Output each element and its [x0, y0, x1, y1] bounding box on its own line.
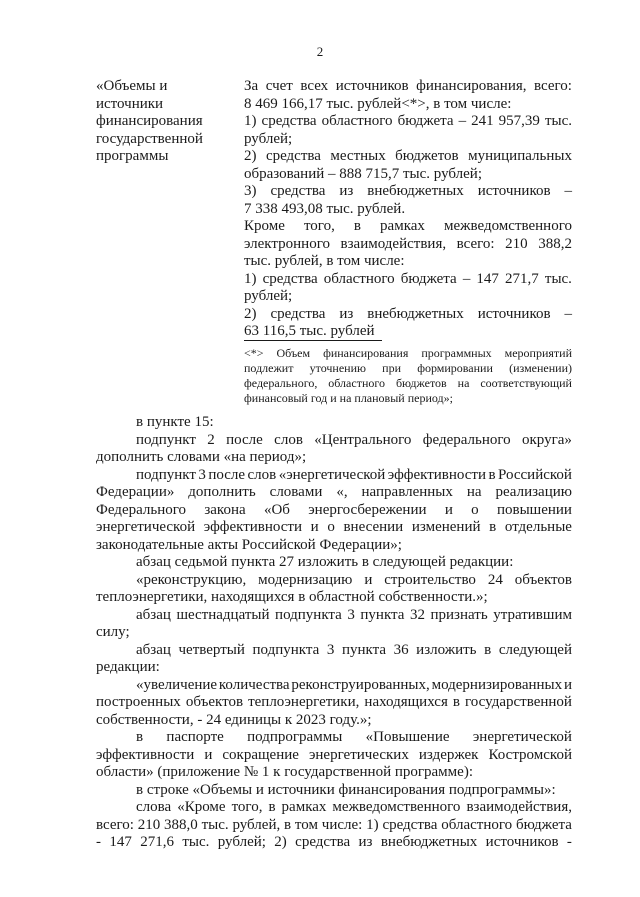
- word: реконструированных,: [291, 676, 430, 693]
- word: повышении: [496, 501, 572, 518]
- paragraph-line: собственности, - 24 единицы к 2023 году.»;: [96, 711, 372, 728]
- word: и: [364, 571, 373, 588]
- paragraph-line: в строке «Объемы и источники финансирования подпрограммы»:: [136, 781, 556, 798]
- word: Кроме: [244, 218, 285, 234]
- word: «энергетической: [278, 466, 386, 483]
- word: после: [226, 431, 263, 448]
- word: 1): [244, 113, 257, 129]
- word: и: [444, 501, 453, 518]
- word: тыс.: [544, 270, 572, 287]
- paragraph-line: [96, 799, 572, 817]
- word: Объем: [276, 346, 311, 360]
- word: программных: [421, 346, 492, 360]
- word: на: [457, 376, 470, 390]
- municipal-budget-line: образований – 888 715,7 тыс. рублей;: [244, 165, 482, 182]
- paragraph-line: [96, 484, 572, 502]
- word: числе:: [321, 816, 363, 833]
- word: изменений: [411, 519, 481, 535]
- paragraph-line: [96, 677, 572, 695]
- word: внесении: [343, 519, 404, 535]
- word: средства: [295, 834, 351, 850]
- word: 388,0: [164, 816, 198, 833]
- word: (изменении): [509, 361, 572, 375]
- paragraph-line: в пункте 15:: [136, 414, 214, 430]
- word: муниципальных: [468, 148, 572, 164]
- word: тыс.: [544, 113, 572, 129]
- paragraph-line: силу;: [96, 624, 130, 640]
- word: сокращение: [222, 746, 299, 763]
- word: реализацию: [495, 484, 572, 500]
- word: 1): [244, 270, 257, 287]
- word: в: [136, 729, 144, 745]
- word: эффективности: [203, 519, 303, 535]
- word: в: [484, 641, 492, 658]
- regional-budget-line: рублей;: [244, 130, 293, 147]
- interagency-line: тыс. рублей, в том числе:: [244, 253, 405, 269]
- word: тыс.: [201, 816, 229, 833]
- word: подлежит: [244, 361, 294, 375]
- footnote-line: [244, 376, 572, 391]
- word: построенных: [96, 694, 181, 710]
- word: объектов: [514, 571, 572, 588]
- word: том: [294, 816, 318, 833]
- word: внебюджетных: [367, 183, 464, 199]
- word: рублей;: [217, 834, 266, 850]
- word: 2): [244, 305, 257, 322]
- word: о: [327, 519, 335, 535]
- total-financing-line: 8 469 166,17 тыс. рублей<*>, в том числе:: [244, 95, 512, 112]
- word: 241: [471, 113, 494, 129]
- word: соответствующий: [480, 376, 572, 390]
- word: бюджета: [397, 113, 454, 129]
- body-text: [96, 414, 572, 852]
- word: того,: [303, 218, 335, 234]
- paragraph-line: абзац седьмой пункта 27 изложить в следующей редакции:: [136, 554, 514, 570]
- word: финансирования,: [416, 78, 527, 94]
- word: «Кроме: [177, 799, 226, 815]
- word: тыс.: [182, 834, 210, 850]
- word: Костромской: [488, 746, 572, 763]
- word: 36: [393, 641, 409, 658]
- word: финансирования: [323, 346, 409, 360]
- word: взаимодействия,: [340, 235, 447, 252]
- word: 32: [409, 606, 425, 623]
- word: после: [208, 466, 246, 483]
- word: на: [466, 484, 482, 500]
- word: направленных: [361, 484, 453, 500]
- word: модернизированных: [431, 676, 563, 693]
- extrabudgetary-line: 7 338 493,08 тыс. рублей.: [244, 200, 406, 217]
- word: закона: [204, 501, 246, 518]
- word: «,: [336, 484, 348, 500]
- word: подпункт: [136, 431, 196, 448]
- word: всего:: [456, 235, 495, 252]
- word: энергосбережении: [308, 501, 427, 518]
- word: бюджетов: [395, 148, 459, 164]
- word: федерального: [422, 431, 511, 448]
- word: 3: [198, 466, 206, 483]
- footnote-line: финансовый год и на плановый период»;: [244, 391, 453, 405]
- word: энергетической: [472, 729, 572, 745]
- word: подпрограммы: [247, 729, 343, 745]
- word: всего:: [96, 816, 134, 833]
- word: изложить: [416, 641, 477, 658]
- regional-budget-line: [244, 113, 572, 131]
- word: энергетических: [308, 746, 409, 763]
- footnote-line: [244, 346, 572, 361]
- word: средства: [262, 270, 318, 287]
- table-left-cell: [96, 78, 226, 166]
- interagency-line: [244, 218, 572, 236]
- word: уточнению: [309, 361, 366, 375]
- left-cell-line: государственной: [96, 130, 203, 147]
- word: объектов: [185, 694, 244, 710]
- left-cell-line: финансирования: [96, 113, 203, 129]
- word: <*>: [244, 346, 264, 360]
- word: слов: [247, 466, 277, 483]
- interagency-line: [244, 236, 572, 254]
- word: шестнадцатый: [176, 606, 270, 623]
- word: источников: [477, 305, 551, 322]
- left-cell-line: программы: [96, 148, 169, 164]
- paragraph-line: [96, 729, 572, 747]
- word: –: [462, 270, 471, 287]
- word: 271,7: [505, 270, 539, 287]
- word: количества: [218, 676, 290, 693]
- word: «Об: [263, 501, 290, 518]
- paragraph-line: [96, 502, 572, 520]
- word: всех: [300, 78, 329, 94]
- word: утратившим: [493, 606, 572, 623]
- word: федерального,: [244, 376, 318, 390]
- word: средства: [270, 183, 326, 199]
- word: пункта: [341, 641, 386, 658]
- word: четвертый: [178, 641, 245, 658]
- word: государственной: [465, 694, 572, 710]
- word: и: [310, 519, 319, 535]
- word: областного: [321, 113, 393, 129]
- word: «реконструкцию,: [136, 571, 247, 588]
- word: эффективности: [96, 746, 195, 763]
- word: 957,39: [498, 113, 540, 129]
- word: источников: [477, 183, 551, 199]
- word: «Повышение: [365, 729, 450, 745]
- word: 2): [244, 148, 257, 164]
- word: находящихся: [364, 694, 448, 710]
- word: отдельные: [504, 519, 572, 535]
- word: –: [564, 183, 572, 199]
- word: –: [564, 305, 572, 322]
- word: Федерации»: [96, 484, 175, 500]
- word: областного: [441, 816, 513, 833]
- word: мероприятий: [504, 346, 572, 360]
- word: следующей: [498, 641, 572, 658]
- word: –: [458, 113, 467, 129]
- municipal-budget-line: [244, 148, 572, 166]
- word: средства: [261, 113, 317, 129]
- word: 2: [207, 431, 215, 448]
- word: 1): [366, 816, 379, 833]
- word: и: [563, 676, 572, 693]
- paragraph-line: [96, 467, 572, 485]
- word: паспорте: [166, 729, 224, 745]
- word: внебюджетных: [380, 834, 478, 850]
- table-right-cell: [244, 78, 572, 341]
- interagency-regional-line: рублей;: [244, 288, 293, 304]
- word: в: [353, 218, 361, 234]
- word: 3: [326, 641, 335, 658]
- word: слова: [136, 799, 172, 815]
- word: средства: [270, 305, 326, 322]
- total-financing-line: [244, 78, 572, 96]
- word: «увеличение: [136, 676, 218, 693]
- word: при: [382, 361, 402, 375]
- word: источников: [485, 834, 559, 850]
- paragraph-line: законодательные акты Российской Федерации»;: [96, 536, 402, 553]
- footnote-divider: [244, 340, 382, 341]
- word: 271,6: [140, 834, 174, 850]
- word: средства: [265, 148, 321, 164]
- paragraph-line: [96, 817, 572, 835]
- page-number: 2: [316, 44, 324, 59]
- word: модернизацию: [258, 571, 353, 588]
- paragraph-line: дополнить словами «на период»;: [96, 449, 307, 465]
- paragraph-line: [96, 834, 572, 852]
- word: взаимодействия,: [466, 799, 572, 815]
- extrabudgetary-line: [244, 183, 572, 201]
- footnote: [244, 346, 572, 406]
- word: Российской: [498, 466, 572, 483]
- word: За: [244, 78, 259, 94]
- word: 3: [347, 606, 355, 623]
- word: в: [452, 694, 460, 710]
- word: признать: [430, 606, 488, 623]
- word: местных: [330, 148, 386, 164]
- paragraph-line: [96, 519, 572, 537]
- paragraph-line: [96, 432, 572, 450]
- word: источников: [335, 78, 409, 94]
- word: 388,2: [538, 235, 572, 252]
- word: строительство: [384, 571, 476, 588]
- interagency-extrabudgetary-line: [244, 306, 572, 324]
- word: абзац: [136, 641, 171, 658]
- word: из: [339, 183, 354, 199]
- word: 147: [476, 270, 499, 287]
- word: издержек: [418, 746, 479, 763]
- word: слов: [274, 431, 303, 448]
- word: подпункта: [252, 641, 320, 658]
- word: словами: [269, 484, 323, 500]
- paragraph-line: [96, 572, 572, 590]
- word: -: [96, 834, 101, 850]
- paragraph-line: редакции:: [96, 659, 160, 675]
- word: из: [339, 305, 354, 322]
- word: в: [284, 816, 292, 833]
- interagency-regional-line: [244, 271, 572, 289]
- word: подпункт: [136, 466, 196, 483]
- interagency-extrabudgetary-line: 63 116,5 тыс. рублей: [244, 323, 375, 339]
- word: 24: [487, 571, 503, 588]
- word: подпункта: [275, 606, 342, 623]
- word: о: [471, 501, 479, 518]
- word: бюджета: [515, 816, 572, 833]
- word: внебюджетных: [367, 305, 464, 322]
- word: в: [489, 519, 497, 535]
- paragraph-line: области» (приложение № 1 к государственной программе):: [96, 764, 473, 780]
- word: областного: [328, 376, 385, 390]
- word: областного: [323, 270, 395, 287]
- word: и: [204, 746, 213, 763]
- word: эффективности: [387, 466, 487, 483]
- word: межведомственного: [443, 218, 572, 234]
- word: Федерального: [96, 501, 187, 518]
- word: в: [268, 799, 276, 815]
- word: из: [358, 834, 373, 850]
- footnote-line: [244, 361, 572, 376]
- word: 210: [137, 816, 161, 833]
- left-cell-line: источники: [96, 95, 164, 112]
- word: средства: [382, 816, 438, 833]
- word: энергетической: [96, 519, 196, 535]
- left-cell-line: «Объемы и: [96, 78, 168, 94]
- word: межведомственного: [332, 799, 461, 815]
- word: в: [488, 466, 496, 483]
- word: всего:: [534, 78, 572, 94]
- paragraph-line: [96, 607, 572, 625]
- paragraph-line: [96, 642, 572, 660]
- word: 147: [109, 834, 132, 850]
- word: 210: [505, 235, 528, 252]
- word: рамках: [281, 799, 327, 815]
- word: абзац: [136, 606, 171, 623]
- word: 3): [244, 183, 257, 199]
- paragraph-line: теплоэнергетики, находящихся в областной собственности.»;: [96, 589, 488, 605]
- word: дополнить: [188, 484, 256, 500]
- word: -: [566, 834, 572, 850]
- word: счет: [265, 78, 293, 94]
- word: рублей,: [232, 816, 281, 833]
- word: формировании: [417, 361, 493, 375]
- word: того,: [231, 799, 263, 815]
- word: теплоэнергетики,: [248, 694, 360, 710]
- paragraph-line: [96, 747, 572, 765]
- word: бюджетов: [395, 376, 447, 390]
- word: 2): [274, 834, 287, 850]
- word: бюджета: [400, 270, 457, 287]
- paragraph-line: [96, 694, 572, 712]
- word: пункта: [360, 606, 405, 623]
- word: рамках: [380, 218, 425, 234]
- word: электронного: [244, 235, 330, 252]
- word: «Центрального: [314, 431, 412, 448]
- word: округа»: [522, 431, 572, 448]
